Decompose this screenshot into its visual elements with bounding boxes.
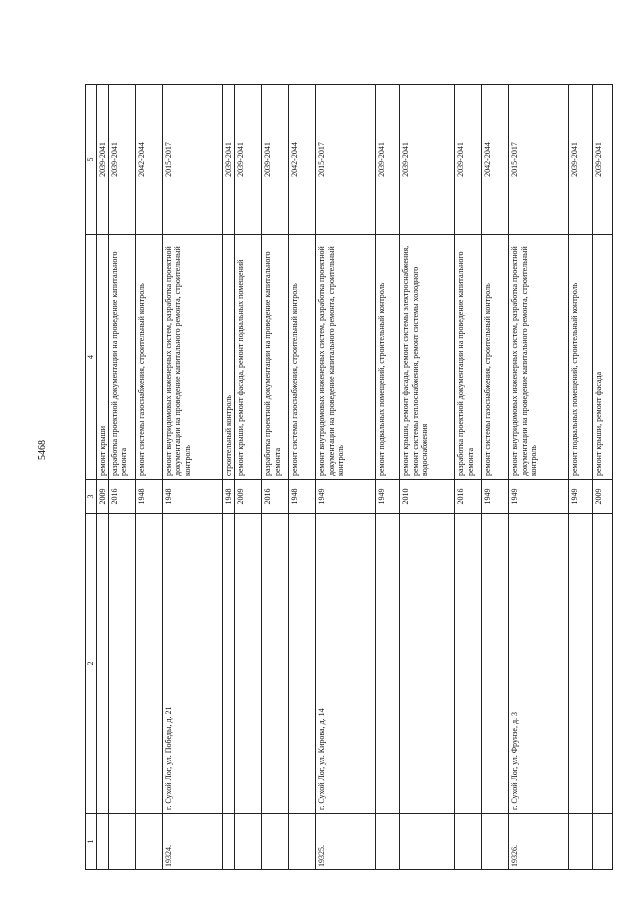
table-row <box>376 85 400 870</box>
period-cell: 2015-2017 <box>509 85 569 235</box>
column-number-row <box>86 85 97 870</box>
period-cell: 2015-2017 <box>163 85 223 235</box>
row-id-cell <box>376 814 400 870</box>
year-cell: 2016 <box>262 480 289 514</box>
period-cell: 2039-2041 <box>455 85 482 235</box>
address-cell: г. Сухой Лог, ул. Фрунзе, д. 3 <box>509 514 569 814</box>
period-cell: 2039-2041 <box>235 85 262 235</box>
column-header-4: 4 <box>86 235 97 480</box>
period-cell: 2039-2041 <box>262 85 289 235</box>
period-cell: 2039-2041 <box>109 85 136 235</box>
year-cell: 2016 <box>109 480 136 514</box>
row-id-cell <box>235 814 262 870</box>
year-cell: 2009 <box>235 480 262 514</box>
year-cell: 1949 <box>509 480 569 514</box>
row-id-cell <box>97 814 109 870</box>
work-description-cell: разработка проектной документации на проведение капитального ремонта <box>262 235 289 480</box>
table-row <box>223 85 235 870</box>
year-cell: 1948 <box>136 480 163 514</box>
address-cell <box>223 514 235 814</box>
address-cell <box>593 514 613 814</box>
year-cell: 1949 <box>376 480 400 514</box>
address-cell <box>455 514 482 814</box>
column-header-3: 3 <box>86 480 97 514</box>
table-row <box>262 85 289 870</box>
work-description-cell: разработка проектной документации на проведение капитального ремонта <box>455 235 482 480</box>
work-description-cell: ремонт системы газоснабжения, строительный контроль <box>482 235 509 480</box>
address-cell <box>569 514 593 814</box>
column-header-2: 2 <box>86 514 97 814</box>
table-row <box>400 85 455 870</box>
year-cell: 1949 <box>316 480 376 514</box>
period-cell: 2039-2041 <box>400 85 455 235</box>
period-cell: 2015-2017 <box>316 85 376 235</box>
work-description-cell: ремонт внутридомовых инженерных систем, разработка проектной документации на проведение капитального ремонта, строительный контроль <box>509 235 569 480</box>
year-cell: 1948 <box>223 480 235 514</box>
table-row <box>569 85 593 870</box>
period-cell: 2042-2044 <box>136 85 163 235</box>
address-cell <box>235 514 262 814</box>
address-cell <box>136 514 163 814</box>
table-row <box>97 85 109 870</box>
work-description-cell: ремонт внутридомовых инженерных систем, разработка проектной документации на проведение капитального ремонта, строительный контроль <box>316 235 376 480</box>
period-cell: 2042-2044 <box>482 85 509 235</box>
table-body <box>97 85 613 870</box>
period-cell: 2039-2041 <box>593 85 613 235</box>
rotated-table-container <box>85 85 604 870</box>
row-id-cell <box>109 814 136 870</box>
work-description-cell: разработка проектной документации на проведение капитального ремонта <box>109 235 136 480</box>
work-description-cell: ремонт подвальных помещений, строительный контроль <box>569 235 593 480</box>
table-row <box>593 85 613 870</box>
table-row <box>235 85 262 870</box>
year-cell: 2009 <box>593 480 613 514</box>
column-header-1: 1 <box>86 814 97 870</box>
column-header-5: 5 <box>86 85 97 235</box>
period-cell: 2039-2041 <box>376 85 400 235</box>
row-id-cell <box>400 814 455 870</box>
address-cell <box>262 514 289 814</box>
work-description-cell: ремонт системы газоснабжения, строительный контроль <box>136 235 163 480</box>
work-description-cell: строительный контроль <box>223 235 235 480</box>
address-cell <box>109 514 136 814</box>
page-number: 5468 <box>37 440 48 460</box>
address-cell <box>482 514 509 814</box>
period-cell: 2039-2041 <box>569 85 593 235</box>
address-cell <box>289 514 316 814</box>
work-description-cell: ремонт подвальных помещений, строительный контроль <box>376 235 400 480</box>
row-id-cell: 19324. <box>163 814 223 870</box>
table-row <box>482 85 509 870</box>
table-row <box>316 85 376 870</box>
row-id-cell <box>289 814 316 870</box>
row-id-cell <box>455 814 482 870</box>
work-description-cell: ремонт внутридомовых инженерных систем, разработка проектной документации на проведение капитального ремонта, строительный контроль <box>163 235 223 480</box>
address-cell: г. Сухой Лог, ул. Победы, д. 21 <box>163 514 223 814</box>
table-row <box>136 85 163 870</box>
period-cell: 2039-2041 <box>97 85 109 235</box>
row-id-cell <box>569 814 593 870</box>
row-id-cell <box>593 814 613 870</box>
work-description-cell: ремонт крыши, ремонт фасада, ремонт подвальных помещений <box>235 235 262 480</box>
year-cell: 2009 <box>97 480 109 514</box>
row-id-cell <box>136 814 163 870</box>
row-id-cell: 19326. <box>509 814 569 870</box>
table-row <box>509 85 569 870</box>
table-row <box>455 85 482 870</box>
row-id-cell <box>223 814 235 870</box>
work-description-cell: ремонт крыши, ремонт фасада <box>593 235 613 480</box>
year-cell: 2010 <box>400 480 455 514</box>
year-cell: 2016 <box>455 480 482 514</box>
row-id-cell <box>482 814 509 870</box>
work-description-cell: ремонт крыши <box>97 235 109 480</box>
address-cell <box>400 514 455 814</box>
row-id-cell: 19325. <box>316 814 376 870</box>
table-row <box>109 85 136 870</box>
period-cell: 2039-2041 <box>223 85 235 235</box>
row-id-cell <box>262 814 289 870</box>
table-row <box>289 85 316 870</box>
work-description-cell: ремонт крыши, ремонт фасада, ремонт системы электроснабжения, ремонт системы теплоснабжения, ремонт системы холодного водоснабжения <box>400 235 455 480</box>
year-cell: 1948 <box>163 480 223 514</box>
year-cell: 1949 <box>569 480 593 514</box>
address-cell <box>376 514 400 814</box>
year-cell: 1949 <box>482 480 509 514</box>
period-cell: 2042-2044 <box>289 85 316 235</box>
address-cell <box>97 514 109 814</box>
address-cell: г. Сухой Лог, ул. Кирова, д. 14 <box>316 514 376 814</box>
work-description-cell: ремонт системы газоснабжения, строительный контроль <box>289 235 316 480</box>
year-cell: 1948 <box>289 480 316 514</box>
table-row <box>163 85 223 870</box>
repair-schedule-table <box>85 84 613 870</box>
